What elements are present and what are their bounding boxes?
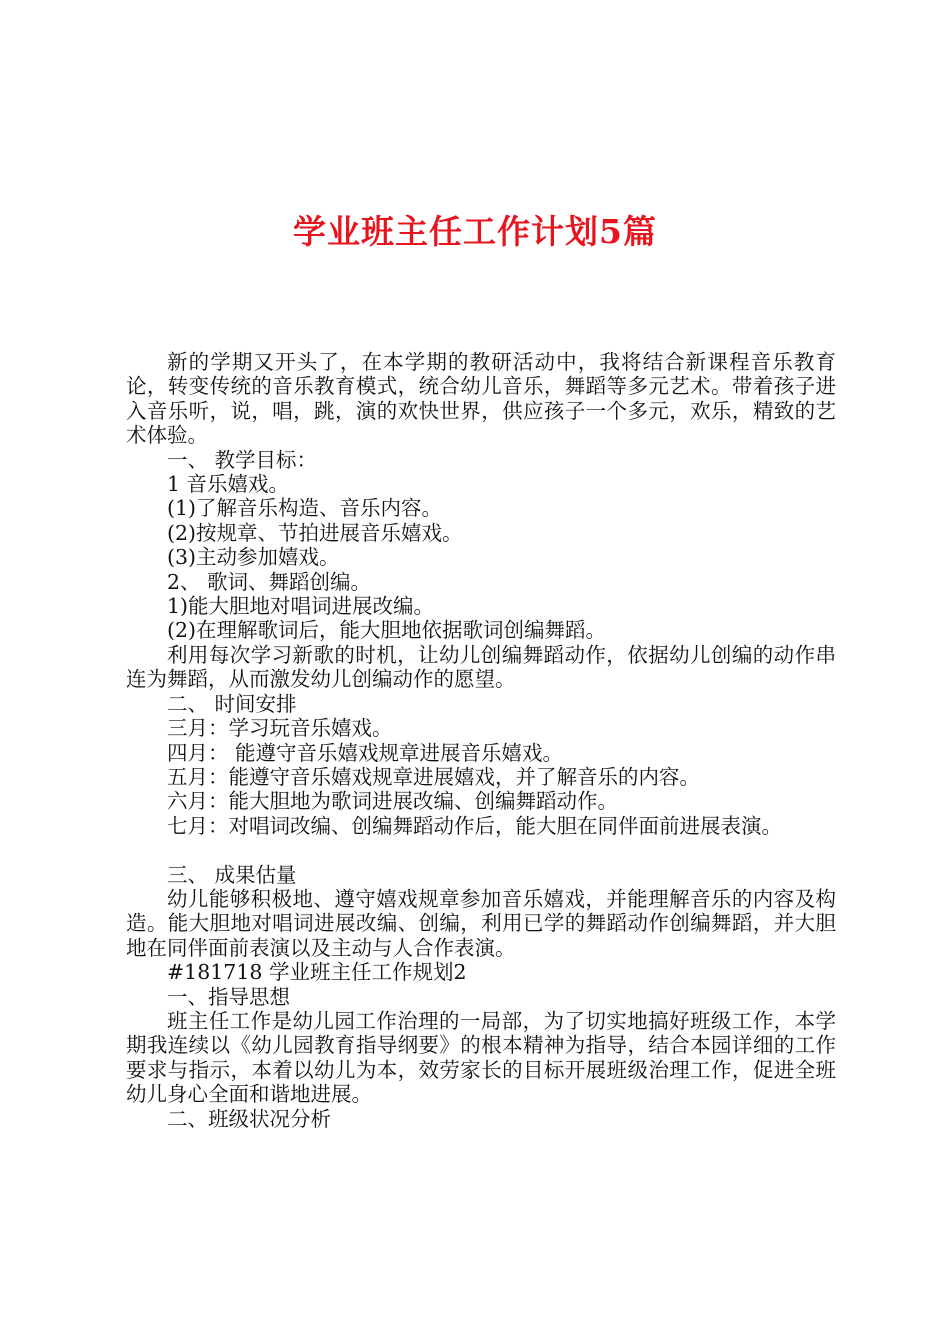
body-paragraph: 2、 歌词、舞蹈创编。 bbox=[167, 569, 372, 594]
document-body bbox=[126, 350, 836, 1131]
body-paragraph: #181718 学业班主任工作规划2 bbox=[167, 960, 467, 985]
body-paragraph: 二、班级状况分析 bbox=[167, 1106, 331, 1131]
blank-line bbox=[126, 838, 836, 862]
body-paragraph: 三月：学习玩音乐嬉戏。 bbox=[167, 716, 393, 741]
body-paragraph: 五月：能遵守音乐嬉戏规章进展嬉戏，并了解音乐的内容。 bbox=[167, 764, 700, 789]
body-paragraph: (1)了解音乐构造、音乐内容。 bbox=[167, 496, 443, 521]
body-paragraph: 班主任工作是幼儿园工作治理的一局部，为了切实地搞好班级工作，本学期我连续以《幼儿园教育指导纲要》的根本精神为指导，结合本园详细的工作要求与指示，本着以幼儿为本，效劳家长的目标开展班级治理工作，促进全班幼儿身心全面和谐地进展。 bbox=[126, 1008, 836, 1107]
body-paragraph: 幼儿能够积极地、遵守嬉戏规章参加音乐嬉戏，并能理解音乐的内容及构造。能大胆地对唱词进展改编、创编，利用已学的舞蹈动作创编舞蹈，并大胆地在同伴面前表演以及主动与人合作表演。 bbox=[126, 886, 836, 960]
body-paragraph: 三、 成果估量 bbox=[167, 862, 297, 887]
body-paragraph: 1)能大胆地对唱词进展改编。 bbox=[167, 594, 435, 619]
body-paragraph: 新的学期又开头了，在本学期的教研活动中，我将结合新课程音乐教育论，转变传统的音乐教育模式，统合幼儿音乐，舞蹈等多元艺术。带着孩子进入音乐听，说，唱，跳，演的欢快世界，供应孩子一个多元，欢乐，精致的艺术体验。 bbox=[126, 350, 836, 448]
body-paragraph: (2)在理解歌词后，能大胆地依据歌词创编舞蹈。 bbox=[167, 618, 607, 643]
body-paragraph: 一、 教学目标： bbox=[167, 447, 318, 472]
body-paragraph: 利用每次学习新歌的时机，让幼儿创编舞蹈动作，依据幼儿创编的动作串连为舞蹈，从而激发幼儿创编动作的愿望。 bbox=[126, 642, 836, 692]
body-paragraph: 二、 时间安排 bbox=[167, 691, 297, 716]
body-paragraph: 七月：对唱词改编、创编舞蹈动作后，能大胆在同伴面前进展表演。 bbox=[167, 813, 782, 838]
body-paragraph: 一、指导思想 bbox=[167, 984, 290, 1009]
body-paragraph: 六月：能大胆地为歌词进展改编、创编舞蹈动作。 bbox=[167, 789, 618, 814]
body-paragraph: 四月： 能遵守音乐嬉戏规章进展音乐嬉戏。 bbox=[167, 740, 564, 765]
document-title: 学业班主任工作计划5篇 bbox=[293, 212, 657, 251]
body-paragraph: 1 音乐嬉戏。 bbox=[167, 472, 290, 497]
body-paragraph: (3)主动参加嬉戏。 bbox=[167, 545, 340, 570]
body-paragraph: (2)按规章、节拍进展音乐嬉戏。 bbox=[167, 520, 463, 545]
